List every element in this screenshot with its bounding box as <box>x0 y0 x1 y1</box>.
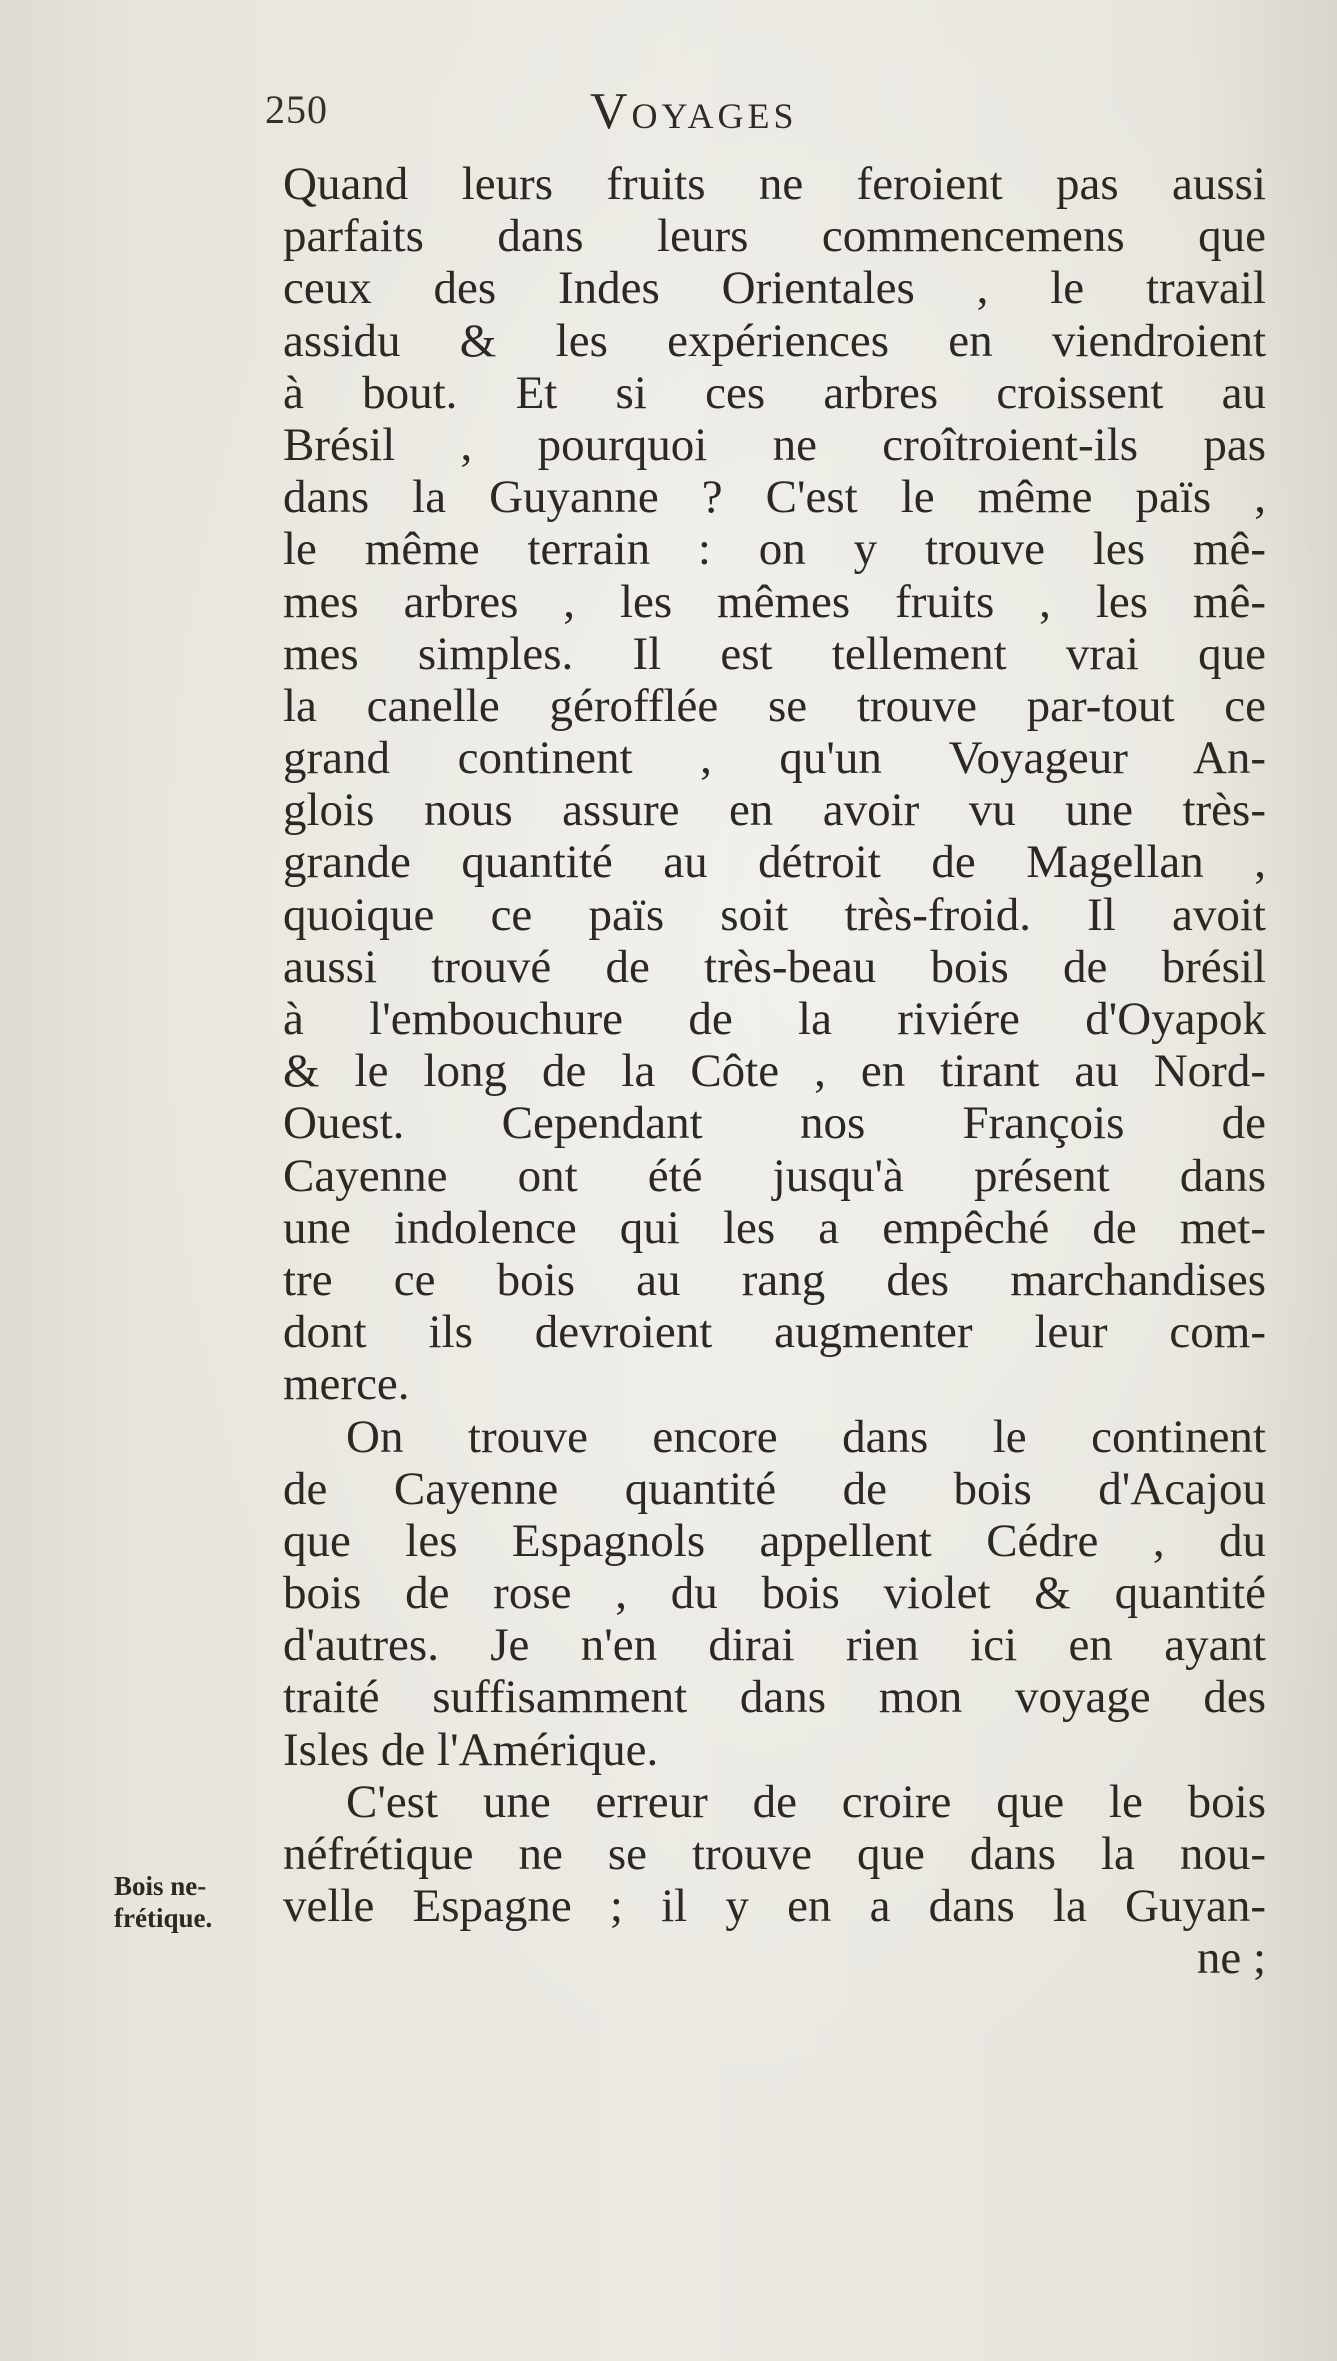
text-line: Brésil , pourquoi ne croîtroient-ils pas <box>283 418 1266 471</box>
page-header <box>265 82 965 152</box>
catchword: ne ; <box>1196 1932 1266 1985</box>
margin-note-line: frétique. <box>114 1903 213 1933</box>
text-line: Cayenne ont été jusqu'à présent dans <box>283 1149 1266 1202</box>
text-line: ceux des Indes Orientales , le travail <box>283 262 1266 315</box>
text-line: glois nous assure en avoir vu une très- <box>283 784 1266 837</box>
text-line: parfaits dans leurs commencemens que <box>283 210 1266 263</box>
text-line: assidu & les expériences en viendroient <box>283 314 1266 367</box>
text-line: de Cayenne quantité de bois d'Acajou <box>283 1462 1266 1515</box>
text-line: que les Espagnols appellent Cédre , du <box>283 1514 1266 1567</box>
text-line: quoique ce païs soit très-froid. Il avoit <box>283 888 1266 941</box>
text-line: velle Espagne ; il y en a dans la Guyan- <box>283 1880 1266 1933</box>
text-line: On trouve encore dans le continent <box>346 1410 1266 1463</box>
text-line: Isles de l'Amérique. <box>283 1723 659 1776</box>
page-number: 250 <box>265 87 328 132</box>
text-line: à bout. Et si ces arbres croissent au <box>283 366 1266 419</box>
text-line: bois de rose , du bois violet & quantité <box>283 1567 1266 1620</box>
text-line: Quand leurs fruits ne feroient pas aussi <box>283 158 1266 210</box>
text-line: aussi trouvé de très-beau bois de brésil <box>283 940 1266 993</box>
text-line: le même terrain : on y trouve les mê- <box>283 523 1266 576</box>
text-line: mes arbres , les mêmes fruits , les mê- <box>283 575 1266 628</box>
text-line: d'autres. Je n'en dirai rien ici en ayant <box>283 1619 1266 1672</box>
text-line: une indolence qui les a empêché de met- <box>283 1201 1266 1254</box>
text-line: tre ce bois au rang des marchandises <box>283 1253 1266 1306</box>
text-line: mes simples. Il est tellement vrai que <box>283 627 1266 680</box>
margin-note-line: Bois ne- <box>114 1871 207 1901</box>
text-line: merce. <box>283 1358 410 1411</box>
text-line: Ouest. Cependant nos François de <box>283 1097 1266 1150</box>
text-line: dans la Guyanne ? C'est le même païs , <box>283 471 1266 524</box>
text-line: & le long de la Côte , en tirant au Nord- <box>283 1045 1266 1098</box>
text-line: dont ils devroient augmenter leur com- <box>283 1306 1266 1359</box>
text-line: à l'embouchure de la riviére d'Oyapok <box>283 993 1266 1045</box>
text-line: traité suffisamment dans mon voyage des <box>283 1671 1266 1724</box>
text-line: néfrétique ne se trouve que dans la nou- <box>283 1828 1266 1880</box>
margin-note <box>114 1870 264 1934</box>
text-line: grande quantité au détroit de Magellan , <box>283 836 1266 889</box>
text-line: grand continent , qu'un Voyageur An- <box>283 732 1266 785</box>
text-line: la canelle gérofflée se trouve par-tout ce <box>283 679 1266 732</box>
text-line: C'est une erreur de croire que le bois <box>346 1775 1266 1828</box>
running-head: Voyages <box>590 83 798 140</box>
body-text <box>283 158 1266 1985</box>
